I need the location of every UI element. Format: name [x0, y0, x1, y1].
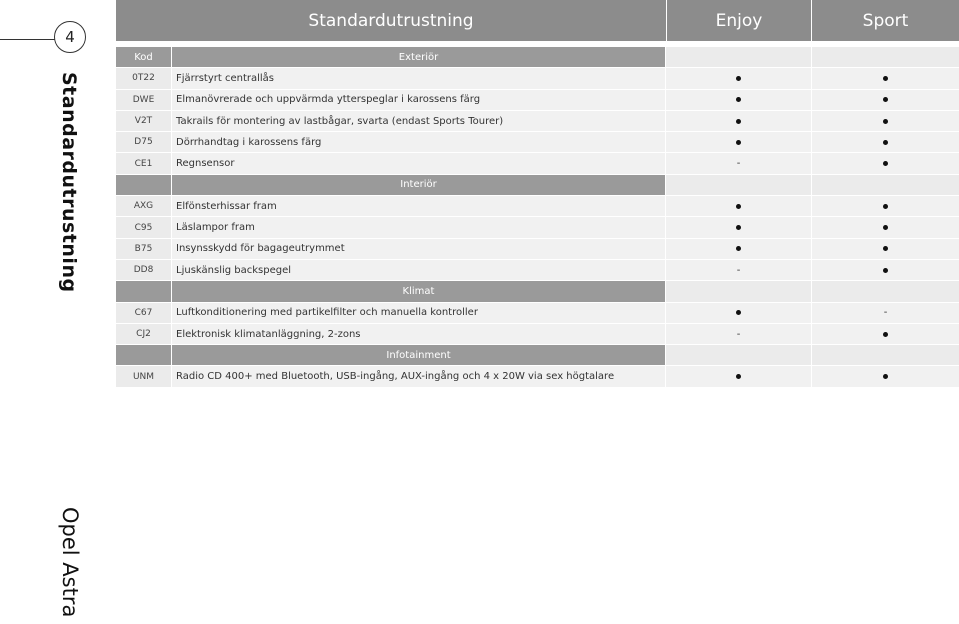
option-code: B75 [116, 239, 172, 259]
option-description: Elmanövrerade och uppvärmda ytterspeglar i karossens färg [172, 90, 666, 110]
sport-value [812, 303, 959, 323]
enjoy-value [666, 260, 812, 280]
section-header-row [116, 345, 959, 366]
option-description: Ljuskänslig backspegel [172, 260, 666, 280]
standard-dot-icon [736, 246, 741, 251]
table-row [116, 303, 959, 324]
enjoy-value [666, 90, 812, 110]
header-enjoy: Enjoy [667, 0, 811, 41]
table-row [116, 217, 959, 238]
enjoy-value [666, 217, 812, 237]
header-title: Standardutrustning [116, 0, 666, 41]
kod-header [116, 175, 172, 195]
section-header-row [116, 281, 959, 302]
enjoy-value [666, 132, 812, 152]
section-title: Exteriör [172, 47, 666, 67]
sport-value [812, 366, 959, 386]
sport-value [812, 132, 959, 152]
option-code: C67 [116, 303, 172, 323]
option-code: CJ2 [116, 324, 172, 344]
option-description: Läslampor fram [172, 217, 666, 237]
not-available-mark: - [736, 264, 741, 276]
section-title: Interiör [172, 175, 666, 195]
option-description: Luftkonditionering med partikelfilter och manuella kontroller [172, 303, 666, 323]
enjoy-value [666, 324, 812, 344]
option-code: AXG [116, 196, 172, 216]
option-description: Regnsensor [172, 153, 666, 173]
standard-dot-icon [883, 204, 888, 209]
standard-dot-icon [736, 140, 741, 145]
enjoy-value [666, 68, 812, 88]
standard-dot-icon [736, 76, 741, 81]
table-row [116, 196, 959, 217]
standard-dot-icon [883, 76, 888, 81]
standard-dot-icon [883, 374, 888, 379]
standard-dot-icon [883, 161, 888, 166]
table-row [116, 132, 959, 153]
option-code: CE1 [116, 153, 172, 173]
option-code: DD8 [116, 260, 172, 280]
standard-dot-icon [883, 97, 888, 102]
table-row [116, 153, 959, 174]
section-header-row [116, 175, 959, 196]
standard-dot-icon [736, 310, 741, 315]
table-row [116, 260, 959, 281]
not-available-mark: - [736, 328, 741, 340]
section-enjoy-cell [666, 47, 812, 67]
standard-dot-icon [736, 374, 741, 379]
option-code: C95 [116, 217, 172, 237]
table-row [116, 90, 959, 111]
option-code: 0T22 [116, 68, 172, 88]
option-description: Elfönsterhissar fram [172, 196, 666, 216]
standard-dot-icon [736, 225, 741, 230]
table-row [116, 239, 959, 260]
sport-value [812, 90, 959, 110]
section-header-row [116, 47, 959, 68]
standard-dot-icon [736, 97, 741, 102]
sport-value [812, 324, 959, 344]
option-description: Radio CD 400+ med Bluetooth, USB-ingång, AUX-ingång och 4 x 20W via sex högtalare [172, 366, 666, 386]
table-row [116, 324, 959, 345]
page-number: 4 [54, 21, 86, 53]
enjoy-value [666, 196, 812, 216]
table-row [116, 111, 959, 132]
table-row [116, 68, 959, 89]
section-enjoy-cell [666, 345, 812, 365]
section-sport-cell [812, 175, 959, 195]
standard-dot-icon [883, 140, 888, 145]
sport-value [812, 260, 959, 280]
standard-dot-icon [883, 119, 888, 124]
section-sport-cell [812, 281, 959, 301]
enjoy-value [666, 111, 812, 131]
kod-header: Kod [116, 47, 172, 67]
standard-dot-icon [883, 268, 888, 273]
section-enjoy-cell [666, 175, 812, 195]
sport-value [812, 111, 959, 131]
option-code: UNM [116, 366, 172, 386]
section-sport-cell [812, 345, 959, 365]
option-code: V2T [116, 111, 172, 131]
not-available-mark: - [736, 158, 741, 170]
sport-value [812, 239, 959, 259]
option-description: Takrails för montering av lastbågar, svarta (endast Sports Tourer) [172, 111, 666, 131]
standard-dot-icon [883, 332, 888, 337]
header-sport: Sport [812, 0, 959, 41]
page-rule [0, 39, 55, 40]
kod-header [116, 345, 172, 365]
option-code: DWE [116, 90, 172, 110]
table-row [116, 366, 959, 387]
option-code: D75 [116, 132, 172, 152]
standard-dot-icon [883, 225, 888, 230]
option-description: Elektronisk klimatanläggning, 2-zons [172, 324, 666, 344]
section-enjoy-cell [666, 281, 812, 301]
option-description: Insynsskydd för bagageutrymmet [172, 239, 666, 259]
side-brand: Opel Astra [58, 507, 82, 618]
enjoy-value [666, 153, 812, 173]
section-sport-cell [812, 47, 959, 67]
equipment-table [116, 47, 959, 388]
sport-value [812, 68, 959, 88]
kod-header [116, 281, 172, 301]
standard-dot-icon [883, 246, 888, 251]
standard-dot-icon [736, 119, 741, 124]
standard-dot-icon [736, 204, 741, 209]
section-title: Klimat [172, 281, 666, 301]
enjoy-value [666, 303, 812, 323]
sport-value [812, 196, 959, 216]
enjoy-value [666, 366, 812, 386]
section-title: Infotainment [172, 345, 666, 365]
side-title: Standardutrustning [58, 72, 80, 293]
option-description: Dörrhandtag i karossens färg [172, 132, 666, 152]
option-description: Fjärrstyrt centrallås [172, 68, 666, 88]
sport-value [812, 217, 959, 237]
sport-value [812, 153, 959, 173]
not-available-mark: - [883, 307, 888, 319]
enjoy-value [666, 239, 812, 259]
